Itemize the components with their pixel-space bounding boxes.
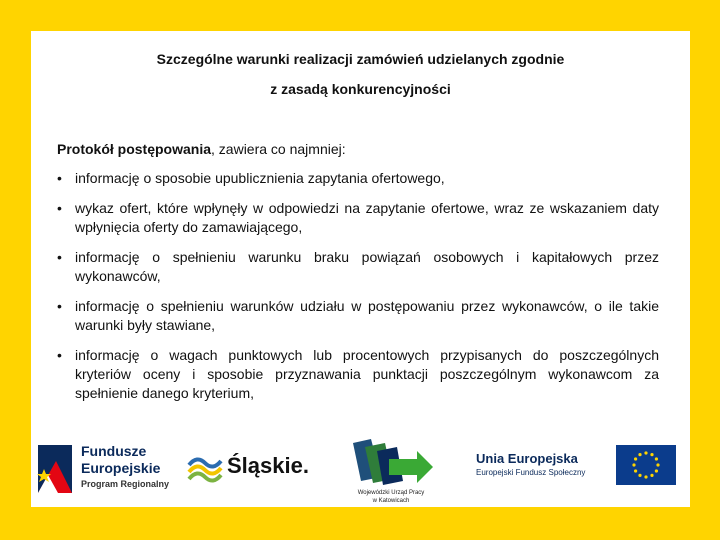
slide-title-line-2: z zasadą konkurencyjności <box>270 81 451 97</box>
slaskie-logo <box>187 451 317 491</box>
ue-line-2: Europejski Fundusz Społeczny <box>476 468 586 477</box>
logo-bar <box>31 431 690 507</box>
eu-flag-icon <box>616 445 676 485</box>
ue-text <box>476 451 585 478</box>
fundusze-europejskie-icon <box>36 441 76 497</box>
fundusze-line-3: Program Regionalny <box>81 479 170 489</box>
wup-line-2: w Katowicach <box>372 498 410 504</box>
fundusze-europejskie-logo <box>36 441 186 497</box>
fundusze-line-2: Europejskie <box>81 460 161 476</box>
intro-text <box>57 141 346 157</box>
bullet-item: • informację o spełnieniu warunków udziału w postępowaniu przez wykonawców, o ile takie warunki były stawiane, <box>57 297 659 335</box>
fundusze-text <box>81 443 169 489</box>
wup-line-1: Wojewódzki Urząd Pracy <box>357 490 425 496</box>
slaskie-waves-icon <box>187 451 223 487</box>
bullet-item: • wykaz ofert, które wpłynęły w odpowiedzi na zapytanie ofertowe, wraz ze wskazaniem daty wpłynięcia oferty do zamawiającego, <box>57 199 659 237</box>
slide-title-line-1: Szczególne warunki realizacji zamówień udzielanych zgodnie <box>156 51 565 67</box>
wup-arrow-icon <box>341 437 441 489</box>
unia-europejska-logo <box>476 445 686 495</box>
bullet-item: • informację o sposobie upublicznienia zapytania ofertowego, <box>57 169 659 188</box>
wup-text <box>341 489 441 505</box>
slaskie-text: Śląskie. <box>227 453 309 478</box>
fundusze-line-1: Fundusze <box>81 443 147 459</box>
bullet-item: • informację o spełnieniu warunku braku powiązań osobowych i kapitałowych przez wykonawców, <box>57 248 659 286</box>
intro-bold: Protokół postępowania <box>57 141 212 157</box>
ue-line-1: Unia Europejska <box>476 451 578 466</box>
intro-rest: , zawiera co najmniej: <box>211 141 346 157</box>
slide <box>31 31 690 507</box>
bullet-item: • informację o wagach punktowych lub procentowych przypisanych do poszczególnych kryteriów oceny i sposobie przyznawania punktacji poszczególnym wykonawcom za spełnienie danego kryterium, <box>57 346 659 403</box>
bullet-list <box>57 169 659 414</box>
wup-logo <box>341 437 441 507</box>
